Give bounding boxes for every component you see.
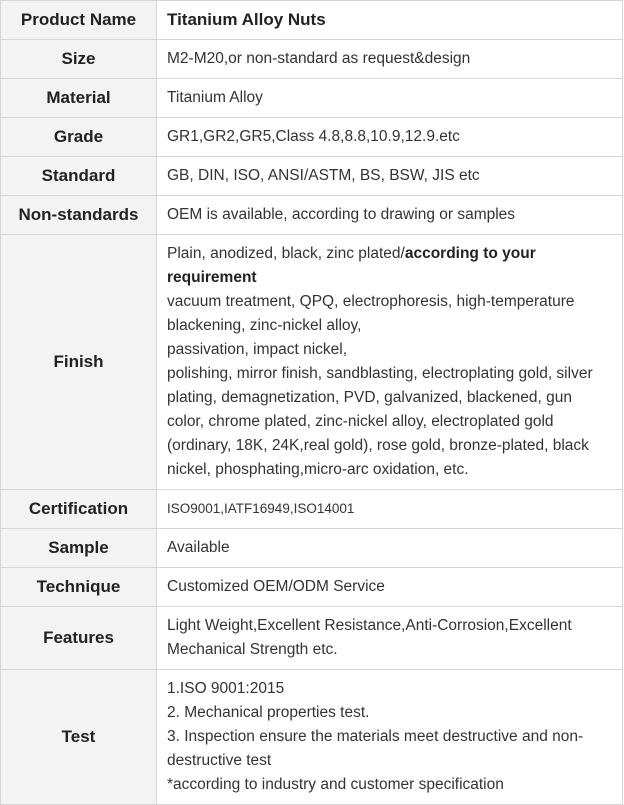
row-label: Technique — [1, 568, 157, 607]
row-value: Customized OEM/ODM Service — [157, 568, 623, 607]
test-line: 1.ISO 9001:2015 — [167, 680, 285, 697]
row-label: Features — [1, 607, 157, 670]
row-label: Size — [1, 40, 157, 79]
table-row-features — [1, 607, 623, 670]
row-label: Grade — [1, 118, 157, 157]
row-value: Available — [157, 529, 623, 568]
finish-line: polishing, mirror finish, sandblasting, electroplating gold, silver plating, demagnetization, PVD, galvanized, blackened, gun color, chrome plated, zinc-nickel alloy, electroplated gold (ordinary, 18K, 24K,real gold), rose gold, bronze-plated, black nickel, phosphating,micro-arc oxidation, etc. — [167, 365, 593, 478]
row-label: Material — [1, 79, 157, 118]
table-row-technique — [1, 568, 623, 607]
test-line: 2. Mechanical properties test. — [167, 704, 370, 721]
row-value — [157, 235, 623, 490]
row-value: OEM is available, according to drawing or samples — [157, 196, 623, 235]
row-label: Sample — [1, 529, 157, 568]
row-label: Certification — [1, 490, 157, 529]
row-value: ISO9001,IATF16949,ISO14001 — [157, 490, 623, 529]
row-label: Product Name — [1, 1, 157, 40]
table-row-size — [1, 40, 623, 79]
table-row-product-name — [1, 1, 623, 40]
test-line: *according to industry and customer specification — [167, 776, 504, 793]
row-value: Titanium Alloy — [157, 79, 623, 118]
row-value — [157, 670, 623, 805]
finish-bold-text: according to your requirement — [167, 245, 536, 286]
row-label: Non-standards — [1, 196, 157, 235]
table-row-certification — [1, 490, 623, 529]
table-row-non-standards — [1, 196, 623, 235]
test-line: 3. Inspection ensure the materials meet destructive and non-destructive test — [167, 728, 584, 769]
finish-line: passivation, impact nickel, — [167, 341, 348, 358]
row-label: Finish — [1, 235, 157, 490]
finish-first-line — [167, 242, 612, 290]
row-value: GR1,GR2,GR5,Class 4.8,8.8,10.9,12.9.etc — [157, 118, 623, 157]
table-row-test — [1, 670, 623, 805]
row-label: Test — [1, 670, 157, 805]
finish-line: vacuum treatment, QPQ, electrophoresis, high-temperature blackening, zinc-nickel alloy, — [167, 293, 575, 334]
row-value: Light Weight,Excellent Resistance,Anti-Corrosion,Excellent Mechanical Strength etc. — [157, 607, 623, 670]
row-value: M2-M20,or non-standard as request&design — [157, 40, 623, 79]
table-row-grade — [1, 118, 623, 157]
finish-plain-text: Plain, anodized, black, zinc plated/ — [167, 245, 405, 262]
table-row-standard — [1, 157, 623, 196]
table-row-sample — [1, 529, 623, 568]
table-row-material — [1, 79, 623, 118]
row-label: Standard — [1, 157, 157, 196]
table-row-finish — [1, 235, 623, 490]
row-value: GB, DIN, ISO, ANSI/ASTM, BS, BSW, JIS etc — [157, 157, 623, 196]
row-value: Titanium Alloy Nuts — [157, 1, 623, 40]
